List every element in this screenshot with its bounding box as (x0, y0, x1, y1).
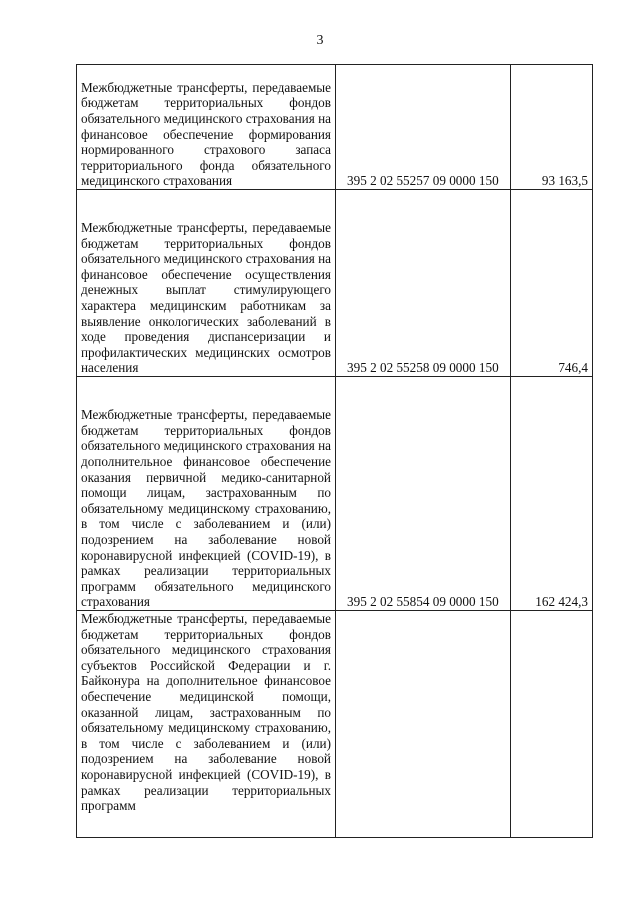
table-row (77, 65, 593, 190)
row-amount: 746,4 (510, 190, 592, 377)
row-description: Межбюджетные трансферты, передаваемые бюджетам территориальных фондов обязательного медицинского страхования на дополнительное финансовое обеспечение оказания первичной медико-санитарной помощи лицам, застрахованным по обязательному медицинскому страхованию, в том числе с заболеванием и (или) подозрением на заболевание новой коронавирусной инфекцией (COVID-19), в рамках реализации территориальных программ обязательного медицинского страхования (77, 377, 336, 611)
row-budget-code: 395 2 02 55257 09 0000 150 (336, 65, 511, 190)
row-description: Межбюджетные трансферты, передаваемые бюджетам территориальных фондов обязательного медицинского страхования субъектов Российской Федерации и г. Байконура на дополнительное финансовое обеспечение медицинской помощи, оказанной лицам, застрахованным по обязательному медицинскому страхованию, в том числе с заболеванием и (или) подозрением на заболевание новой коронавирусной инфекцией (COVID-19), в рамках реализации территориальных программ (77, 611, 336, 838)
table-row (77, 377, 593, 611)
row-budget-code (336, 611, 511, 838)
row-description: Межбюджетные трансферты, передаваемые бюджетам территориальных фондов обязательного медицинского страхования на финансовое обеспечение формирования нормированного страхового запаса территориального фонда обязательного медицинского страхования (77, 65, 336, 190)
row-amount: 93 163,5 (510, 65, 592, 190)
row-description: Межбюджетные трансферты, передаваемые бюджетам территориальных фондов обязательного медицинского страхования на финансовое обеспечение осуществления денежных выплат стимулирующего характера медицинским работникам за выявление онкологических заболеваний в ходе проведения диспансеризации и профилактических медицинских осмотров населения (77, 190, 336, 377)
row-amount (510, 611, 592, 838)
table-row (77, 190, 593, 377)
page-number: 3 (316, 33, 324, 48)
row-budget-code: 395 2 02 55258 09 0000 150 (336, 190, 511, 377)
table-row (77, 611, 593, 838)
budget-table (76, 64, 593, 838)
row-budget-code: 395 2 02 55854 09 0000 150 (336, 377, 511, 611)
row-amount: 162 424,3 (510, 377, 592, 611)
